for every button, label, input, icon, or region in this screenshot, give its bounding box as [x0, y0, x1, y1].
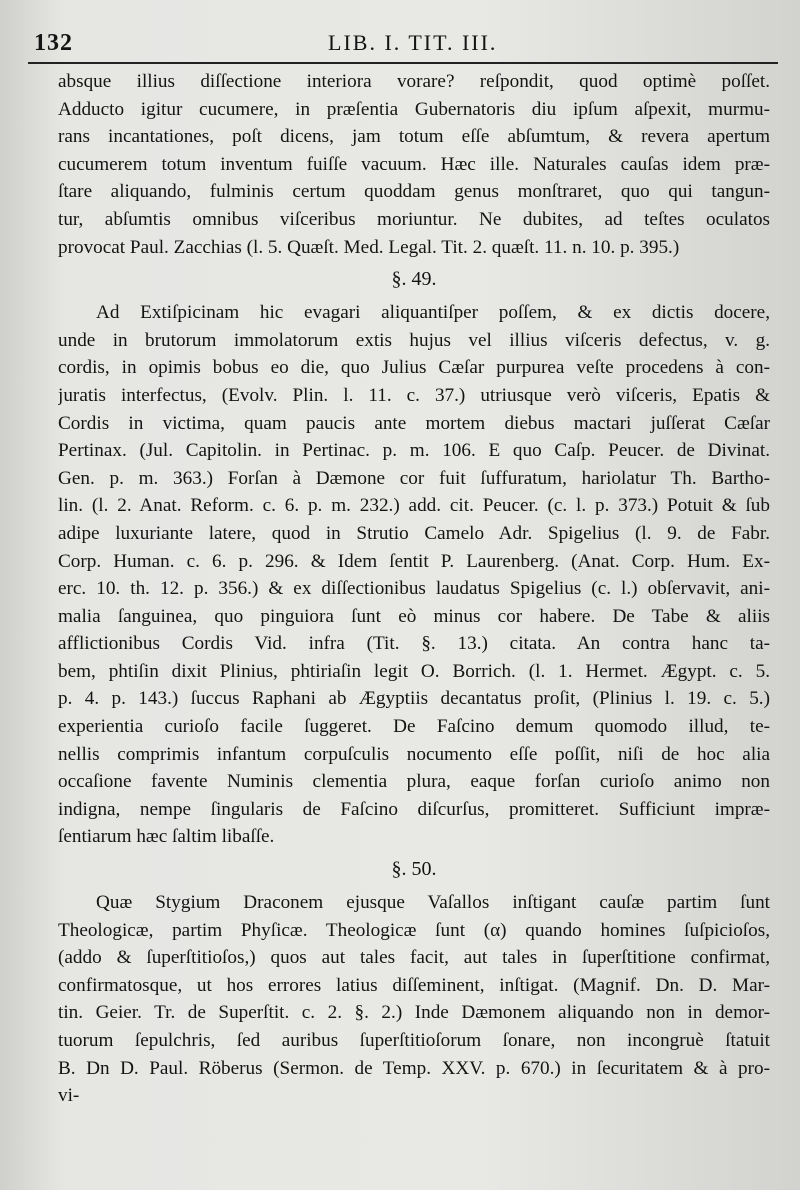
text-line: Adducto igitur cucumere, in præſentia Gubernatoris diu ipſum aſpexit, murmu- [58, 98, 770, 120]
text-line: cucumerem totum inventum fuiſſe vacuum. Hæc ille. Naturales cauſas idem præ- [58, 153, 770, 175]
text-line: bem, phtiſin dixit Plinius, phtiriaſin legit O. Borrich. (l. 1. Hermet. Ægypt. c. 5. [58, 660, 770, 682]
text-line: B. Dn D. Paul. Röberus (Sermon. de Temp. XXV. p. 670.) in ſecuritatem & à pro- [58, 1057, 770, 1079]
text-line: lin. (l. 2. Anat. Reform. c. 6. p. m. 232.) add. cit. Peucer. (c. l. p. 373.) Potuit & ſub [58, 495, 770, 517]
text-line: Theologicæ, partim Phyſicæ. Theologicæ ſunt (α) quando homines ſuſpicioſos, [58, 919, 770, 941]
text-line: rans incantationes, poſt dicens, jam totum eſſe abſumtum, & revera apertum [58, 126, 770, 148]
text-line: juratis interfectus, (Evolv. Plin. l. 11. c. 37.) utriusque verò viſceris, Epatis & [58, 384, 770, 406]
text-line: confirmatosque, ut hos errores latius diſſeminent, inſtigat. (Magnif. Dn. D. Mar- [58, 974, 770, 996]
text-line: Pertinax. (Jul. Capitolin. in Pertinac. p. m. 106. E quo Caſp. Peucer. de Divinat. [58, 440, 770, 462]
text-line: tur, abſumtis omnibus viſceribus moriuntur. Ne dubites, ad teſtes oculatos [58, 208, 770, 230]
text-line: absque illius diſſectione interiora vorare? reſpondit, quod optimè poſſet. [58, 71, 770, 92]
text-line: nellis comprimis infantum corpuſculis nocumento eſſe poſſit, niſi de hoc alia [58, 743, 770, 765]
text-line: afflictionibus Cordis Vid. infra (Tit. §. 13.) citata. An contra hanc ta- [58, 633, 770, 655]
text-line: malia ſanguinea, quo pinguiora ſunt eò minus cor habere. De Tabe & aliis [58, 605, 770, 627]
text-line: indigna, nempe ſingularis de Faſcino diſcurſus, promitteret. Sufficiunt impræ- [58, 798, 770, 820]
section-heading: §. 49. [391, 268, 437, 291]
text-line: tin. Geier. Tr. de Superſtit. c. 2. §. 2.) Inde Dæmonem aliquando non in demor- [58, 1002, 770, 1024]
text-line: tuorum ſepulchris, ſed auribus ſuperſtitioſorum ſonare, non incongruè ſtatuit [58, 1030, 770, 1051]
text-line: unde in brutorum immolatorum extis hujus vel illius viſceris defectus, v. g. [58, 329, 770, 351]
text-line: Gen. p. m. 363.) Forſan à Dæmone cor fuit ſuffuratum, hariolatur Th. Bartho- [58, 467, 770, 489]
text-line: experientia curioſo facile ſuggeret. De Faſcino demum quomodo illud, te- [58, 716, 770, 738]
section-heading: §. 50. [391, 858, 437, 881]
text-line: provocat Paul. Zacchias (l. 5. Quæſt. Med. Legal. Tit. 2. quæſt. 11. n. 10. p. 395.) [58, 236, 680, 258]
text-line: occaſione favente Numinis clementia plura, eaque forſan curioſo animo non [58, 771, 770, 793]
text-line: (addo & ſuperſtitioſos,) quos aut tales facit, aut tales in ſuperſtitione confirmat, [58, 947, 770, 969]
text-line: ſtare aliquando, fulminis certum quoddam genus monſtraret, quo qui tangun- [58, 181, 770, 203]
text-line: Cordis in victima, quam paucis ante mortem diebus mactari juſſerat Cæſar [58, 412, 770, 434]
text-body [58, 68, 770, 1110]
text-line: Quæ Stygium Draconem ejusque Vaſallos inſtigant cauſæ partim ſunt [96, 892, 770, 914]
text-line: adipe luxuriante latere, quod in Strutio Camelo Adr. Spigelius (l. 9. de Fabr. [58, 522, 770, 544]
text-line: Ad Extiſpicinam hic evagari aliquantiſper poſſem, & ex dictis docere, [96, 302, 770, 324]
text-line: ſentiarum hæc ſaltim libaſſe. [58, 826, 275, 848]
catchword: vi- [58, 1085, 80, 1107]
page-number: 132 [34, 30, 73, 56]
text-line: Corp. Human. c. 6. p. 296. & Idem ſentit P. Laurenberg. (Anat. Corp. Hum. Ex- [58, 550, 770, 572]
running-head [34, 28, 770, 62]
header-rule [28, 62, 778, 64]
text-line: cordis, in opimis bobus eo die, quo Julius Cæſar purpurea veſte procedens à con- [58, 357, 770, 379]
text-line: erc. 10. th. 12. p. 356.) & ex diſſectionibus laudatus Spigelius (c. l.) obſervavit, ani- [58, 578, 770, 600]
text-line: p. 4. p. 143.) ſuccus Raphani ab Ægyptiis decantatus proſit, (Plinius l. 19. c. 5.) [58, 688, 770, 710]
running-title: LIB. I. TIT. III. [328, 30, 498, 55]
